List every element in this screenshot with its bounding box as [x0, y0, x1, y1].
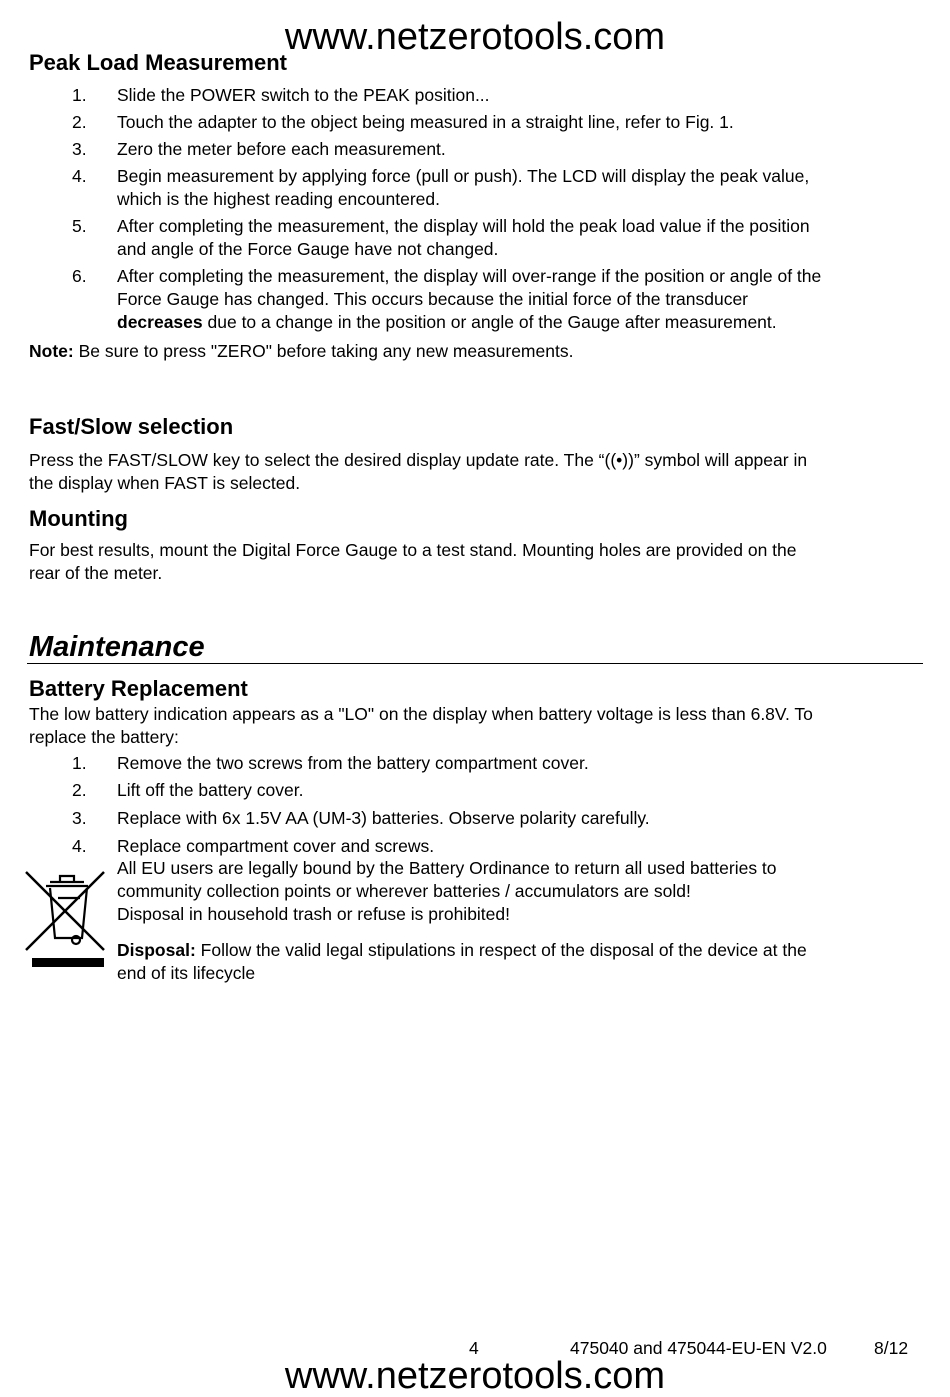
list-item-line: Force Gauge has changed. This occurs because the initial force of the transducer: [117, 289, 749, 309]
paragraph-line: All EU users are legally bound by the Battery Ordinance to return all used batteries to: [117, 858, 777, 878]
paragraph-line: the display when FAST is selected.: [29, 473, 301, 493]
note-paragraph: [29, 340, 919, 363]
list-item-text: Zero the meter before each measurement.: [117, 139, 446, 159]
mounting-heading: Mounting: [29, 506, 128, 531]
paragraph-line: [117, 939, 919, 962]
list-item-text: [117, 215, 917, 261]
list-item-text: Touch the adapter to the object being measured in a straight line, refer to Fig. 1.: [117, 112, 734, 132]
list-item-number: 4.: [72, 836, 87, 856]
paragraph-line: Press the FAST/SLOW key to select the desired display update rate. The “((•))” symbol will appear in: [29, 450, 808, 470]
document-id: 475040 and 475044-EU-EN V2.0: [570, 1338, 827, 1358]
list-item-number: 4.: [72, 166, 87, 186]
fast-slow-heading: Fast/Slow selection: [29, 414, 234, 439]
paragraph-line: rear of the meter.: [29, 563, 163, 583]
eu-battery-notice: [117, 857, 919, 926]
list-item-text: Remove the two screws from the battery compartment cover.: [117, 753, 589, 773]
page-number: 4: [469, 1338, 479, 1358]
list-item-text: Lift off the battery cover.: [117, 780, 304, 800]
list-item-number: 3.: [72, 139, 87, 159]
emphasis-decreases: decreases: [117, 312, 203, 332]
paragraph-line: The low battery indication appears as a "LO" on the display when battery voltage is less than 6.8V. To: [29, 704, 813, 724]
list-item-number: 2.: [72, 780, 87, 800]
section-divider: [27, 663, 923, 664]
mounting-paragraph: [29, 539, 919, 585]
list-item-line: and angle of the Force Gauge have not changed.: [117, 239, 499, 259]
paragraph-line: replace the battery:: [29, 727, 179, 747]
watermark-bottom: www.netzerotools.com: [284, 1355, 666, 1397]
list-item-number: 1.: [72, 85, 87, 105]
list-item-line-tail: due to a change in the position or angle of the Gauge after measurement.: [202, 312, 777, 332]
note-label: Note:: [29, 341, 74, 361]
paragraph-line: Disposal in household trash or refuse is prohibited!: [117, 904, 510, 924]
watermark-top: www.netzerotools.com: [284, 16, 666, 58]
paragraph-line: end of its lifecycle: [117, 963, 256, 983]
list-item-line: After completing the measurement, the display will hold the peak load value if the position: [117, 216, 810, 236]
document-date: 8/12: [874, 1338, 909, 1358]
list-item-line: [117, 311, 917, 334]
list-item-number: 6.: [72, 266, 87, 286]
list-item-line: which is the highest reading encountered.: [117, 189, 440, 209]
paragraph-line: community collection points or wherever batteries / accumulators are sold!: [117, 881, 691, 901]
note-text: Be sure to press "ZERO" before taking any new measurements.: [73, 341, 574, 361]
disposal-text: Follow the valid legal stipulations in respect of the disposal of the device at the: [195, 940, 807, 960]
maintenance-heading: Maintenance: [29, 631, 205, 663]
list-item-number: 3.: [72, 808, 87, 828]
list-item-text: Replace compartment cover and screws.: [117, 836, 435, 856]
paragraph-line: For best results, mount the Digital Force Gauge to a test stand. Mounting holes are provided on the: [29, 540, 797, 560]
fast-slow-paragraph: [29, 449, 919, 495]
battery-intro-paragraph: [29, 703, 919, 749]
list-item-number: 5.: [72, 216, 87, 236]
list-item-number: 1.: [72, 753, 87, 773]
disposal-label: Disposal:: [117, 940, 196, 960]
list-item-text: [117, 265, 917, 334]
list-item-text: [117, 165, 917, 211]
crossed-out-wheelie-bin-icon: [20, 862, 110, 970]
list-item-line: Begin measurement by applying force (pull or push). The LCD will display the peak value,: [117, 166, 810, 186]
peak-load-heading: Peak Load Measurement: [29, 50, 287, 75]
list-item-number: 2.: [72, 112, 87, 132]
list-item-text: Slide the POWER switch to the PEAK position...: [117, 85, 490, 105]
list-item-line: After completing the measurement, the display will over-range if the position or angle of the: [117, 266, 822, 286]
disposal-paragraph: [117, 939, 919, 985]
battery-replacement-heading: Battery Replacement: [29, 676, 248, 701]
list-item-text: Replace with 6x 1.5V AA (UM-3) batteries. Observe polarity carefully.: [117, 808, 650, 828]
